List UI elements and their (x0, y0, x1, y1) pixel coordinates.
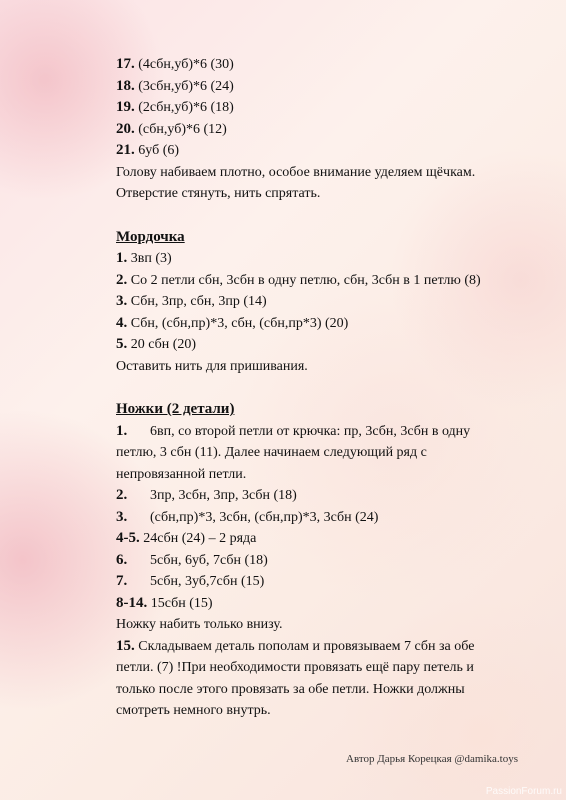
legs-row-1: 1. 6вп, со второй петли от крючка: пр, 3сбн, 3сбн в одну (116, 422, 471, 439)
legs-row-1-cont: петлю, 3 сбн (11). Далее начинаем следующий ряд с (116, 445, 427, 460)
legs-heading: Ножки (2 детали) (116, 401, 235, 417)
legs-row-8-14: 8-14. 15сбн (15) (116, 594, 213, 611)
head-note-1: Голову набиваем плотно, особое внимание уделяем щёчкам. (116, 164, 476, 180)
legs-row-15: 15. Складываем деталь пополам и провязываем 7 сбн за обе (116, 637, 475, 654)
muzzle-row-2: 2. Со 2 петли сбн, 3сбн в одну петлю, сбн, 3сбн в 1 петлю (8) (116, 271, 481, 288)
head-row-17: 17. (4сбн,уб)*6 (30) (116, 56, 234, 72)
legs-row-1-cont: непровязанной петли. (116, 466, 247, 482)
legs-row-15-cont: петли. (7) !При необходимости провязать ещё пару петель и (116, 660, 474, 675)
legs-row-7: 7. 5сбн, 3уб,7сбн (15) (116, 573, 265, 589)
muzzle-heading: Мордочка (116, 228, 185, 245)
head-row-21: 21. 6уб (6) (116, 142, 180, 158)
muzzle-row-4: 4. Сбн, (сбн,пр)*3, сбн, (сбн,пр*3) (20) (116, 314, 349, 331)
muzzle-row-3: 3. Сбн, 3пр, сбн, 3пр (14) (116, 293, 267, 309)
head-row-19: 19. (2сбн,уб)*6 (18) (116, 99, 234, 115)
pattern-text (116, 54, 526, 722)
muzzle-row-5: 5. 20 сбн (20) (116, 336, 197, 352)
head-note-2: Отверстие стянуть, нить спрятать. (116, 186, 321, 201)
legs-row-2: 2. 3пр, 3сбн, 3пр, 3сбн (18) (116, 487, 297, 503)
legs-row-6: 6. 5сбн, 6уб, 7сбн (18) (116, 551, 268, 568)
legs-row-15-cont: только после этого провязать за обе петли. Ножки должны (116, 681, 465, 697)
head-row-20: 20. (сбн,уб)*6 (12) (116, 120, 227, 137)
legs-row-3: 3. (сбн,пр)*3, 3сбн, (сбн,пр)*3, 3сбн (24) (116, 508, 379, 525)
watermark: PassionForum.ru (485, 786, 562, 797)
legs-row-15-cont: смотреть немного внутрь. (116, 703, 271, 718)
head-row-18: 18. (3сбн,уб)*6 (24) (116, 77, 234, 94)
legs-row-4-5: 4-5. 24сбн (24) – 2 ряда (116, 530, 257, 546)
legs-note: Ножку набить только внизу. (116, 617, 283, 632)
muzzle-note: Оставить нить для пришивания. (116, 358, 308, 374)
author-credit: Автор Дарья Корецкая @damika.toys (346, 753, 519, 765)
muzzle-row-1: 1. 3вп (3) (116, 250, 172, 266)
